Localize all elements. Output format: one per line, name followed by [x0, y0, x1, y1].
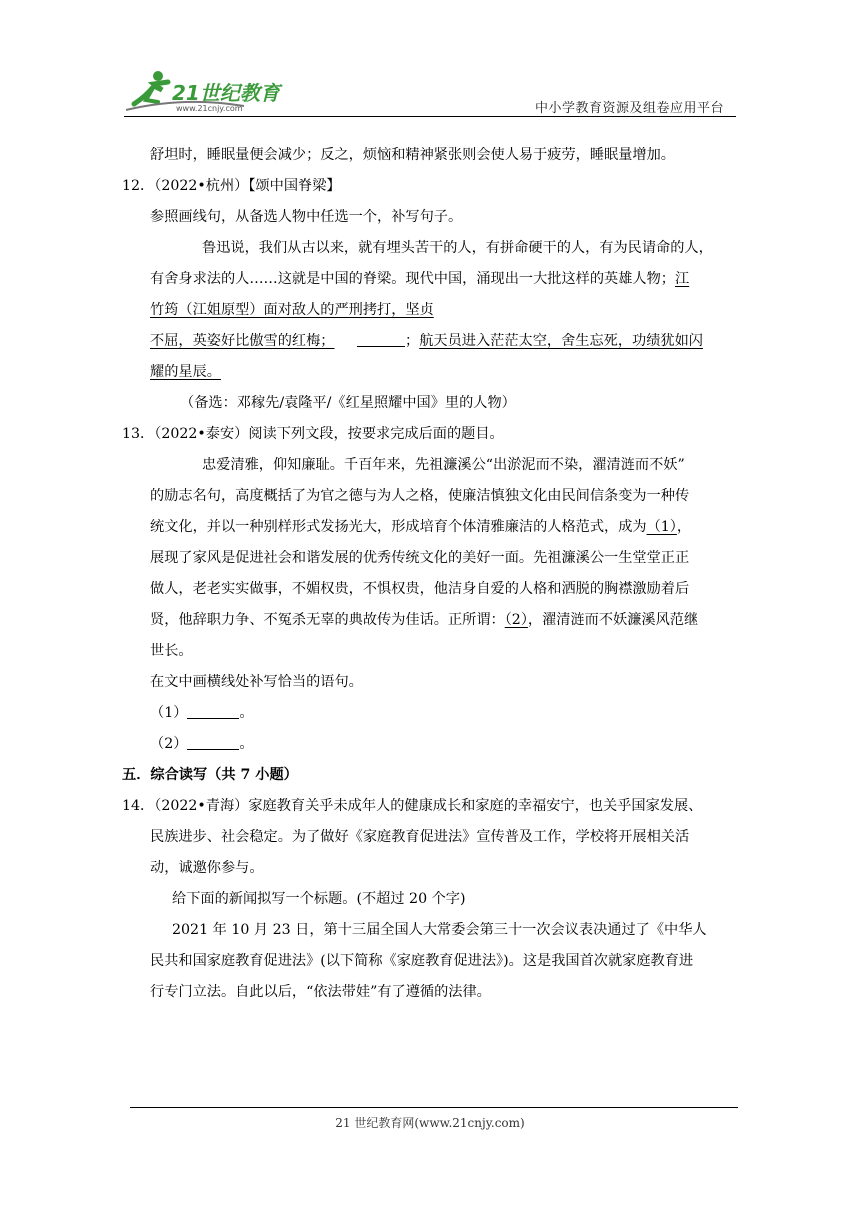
paragraph-line: 动，诚邀你参与。 — [150, 860, 264, 876]
platform-name: 中小学教育资源及组卷应用平台 — [534, 101, 724, 116]
text-run: 有舍身求法的人……这就是中国的脊梁。现代中国，涌现出一大批这样的英雄人物； — [150, 271, 675, 287]
underlined-text: 不屈，英姿好比傲雪的红梅； — [150, 333, 335, 349]
answer-line-1 — [122, 698, 732, 729]
paragraph-line — [122, 512, 732, 543]
question-12-options: （备选：邓稼先/袁隆平/《红星照耀中国》里的人物） — [180, 395, 516, 411]
text-run: ， — [676, 519, 692, 535]
page-header — [0, 0, 860, 120]
header-divider — [124, 116, 736, 117]
text-run: ，濯清涟而不妖濂溪风范继 — [527, 612, 699, 628]
paragraph-line — [122, 605, 732, 636]
text-run: ； — [405, 333, 420, 349]
paragraph-line: 展现了家风是促进社会和谐发展的优秀传统文化的美好一面。先祖濂溪公一生堂堂正正 — [150, 550, 690, 566]
paragraph-line: 舒坦时，睡眠量便会减少；反之，烦恼和精神紧张则会使人易于疲劳，睡眠量增加。 — [150, 147, 675, 163]
site-logo — [124, 66, 294, 114]
question-12-number: 12．（2022•杭州） — [122, 178, 249, 194]
underlined-text: 航天员进入茫茫太空，舍生忘死，功绩犹如闪 — [419, 333, 703, 349]
text-run: 统文化，并以一种别样形式发扬光大，形成培育个体清雅廉洁的人格范式，成为 — [150, 519, 647, 535]
question-14-instruction: 给下面的新闻拟写一个标题。(不超过 20 个字) — [172, 891, 466, 907]
paragraph-line — [122, 357, 732, 388]
page-footer: 21 世纪教育网(www.21cnjy.com) — [335, 1116, 525, 1130]
news-line: 2021 年 10 月 23 日，第十三届全国人大常委会第三十一次会议表决通过了《中华人 — [172, 922, 707, 938]
question-12-tag: 【颂中国脊梁】 — [248, 178, 341, 194]
paragraph-line: 做人，老老实实做事，不媚权贵，不惧权贵，他洁身自爱的人格和洒脱的胸襟激励着后 — [150, 581, 690, 597]
question-12-heading — [122, 171, 732, 202]
answer-blank[interactable] — [187, 704, 239, 719]
document-body — [122, 140, 732, 1008]
paragraph-line — [122, 326, 732, 357]
period: 。 — [239, 705, 254, 721]
blank-marker-2: （2） — [504, 612, 528, 628]
paragraph-line: 民族进步、社会稳定。为了做好《家庭教育促进法》宣传普及工作，学校将开展相关活 — [150, 829, 690, 845]
news-line: 行专门立法。自此以后，“依法带娃”有了遵循的法律。 — [150, 984, 491, 1000]
text-run: 贤，他辞职力争、不冤杀无辜的典故传为佳话。正所谓： — [150, 612, 505, 628]
question-14-heading: 14．（2022•青海）家庭教育关乎未成年人的健康成长和家庭的幸福安宁，也关乎国家发展、 — [122, 798, 703, 814]
section-heading: 五．综合读写（共 7 小题） — [122, 767, 298, 783]
logo-text: 21世纪教育 — [172, 81, 280, 105]
question-13-heading: 13．（2022•泰安）阅读下列文段，按要求完成后面的题目。 — [122, 426, 504, 442]
answer-blank[interactable] — [187, 735, 239, 750]
answer-label: （1） — [150, 705, 188, 721]
underlined-text: 江 — [674, 271, 690, 287]
footer-divider — [130, 1107, 738, 1108]
news-line: 民共和国家庭教育促进法》(以下简称《家庭教育促进法》)。这是我国首次就家庭教育进 — [150, 953, 694, 969]
underlined-text: 竹筠（江姐原型）面对敌人的严刑拷打，坚贞 — [150, 302, 434, 318]
paragraph-line — [122, 295, 732, 326]
logo-url: www.21cnjy.com — [176, 104, 243, 113]
period: 。 — [239, 736, 254, 752]
paragraph-line — [122, 264, 732, 295]
answer-line-2 — [122, 729, 732, 760]
underlined-text: 耀的星辰。 — [150, 364, 221, 380]
paragraph-line: 鲁迅说，我们从古以来，就有埋头苦干的人，有拼命硬干的人，有为民请命的人， — [202, 240, 713, 256]
paragraph-line: 的励志名句，高度概括了为官之德与为人之格，使廉洁慎独文化由民间信条变为一种传 — [150, 488, 690, 504]
paragraph-line: 世长。 — [150, 643, 193, 659]
question-13-instruction: 在文中画横线处补写恰当的语句。 — [150, 674, 363, 690]
answer-blank[interactable] — [357, 332, 405, 347]
paragraph-line: 忠爱清雅，仰知廉耻。千百年来，先祖濂溪公“出淤泥而不染，濯清涟而不妖” — [202, 457, 685, 473]
blank-marker-1: （1） — [646, 519, 677, 535]
question-12-instruction: 参照画线句，从备选人物中任选一个，补写句子。 — [150, 209, 463, 225]
answer-label: （2） — [150, 736, 188, 752]
